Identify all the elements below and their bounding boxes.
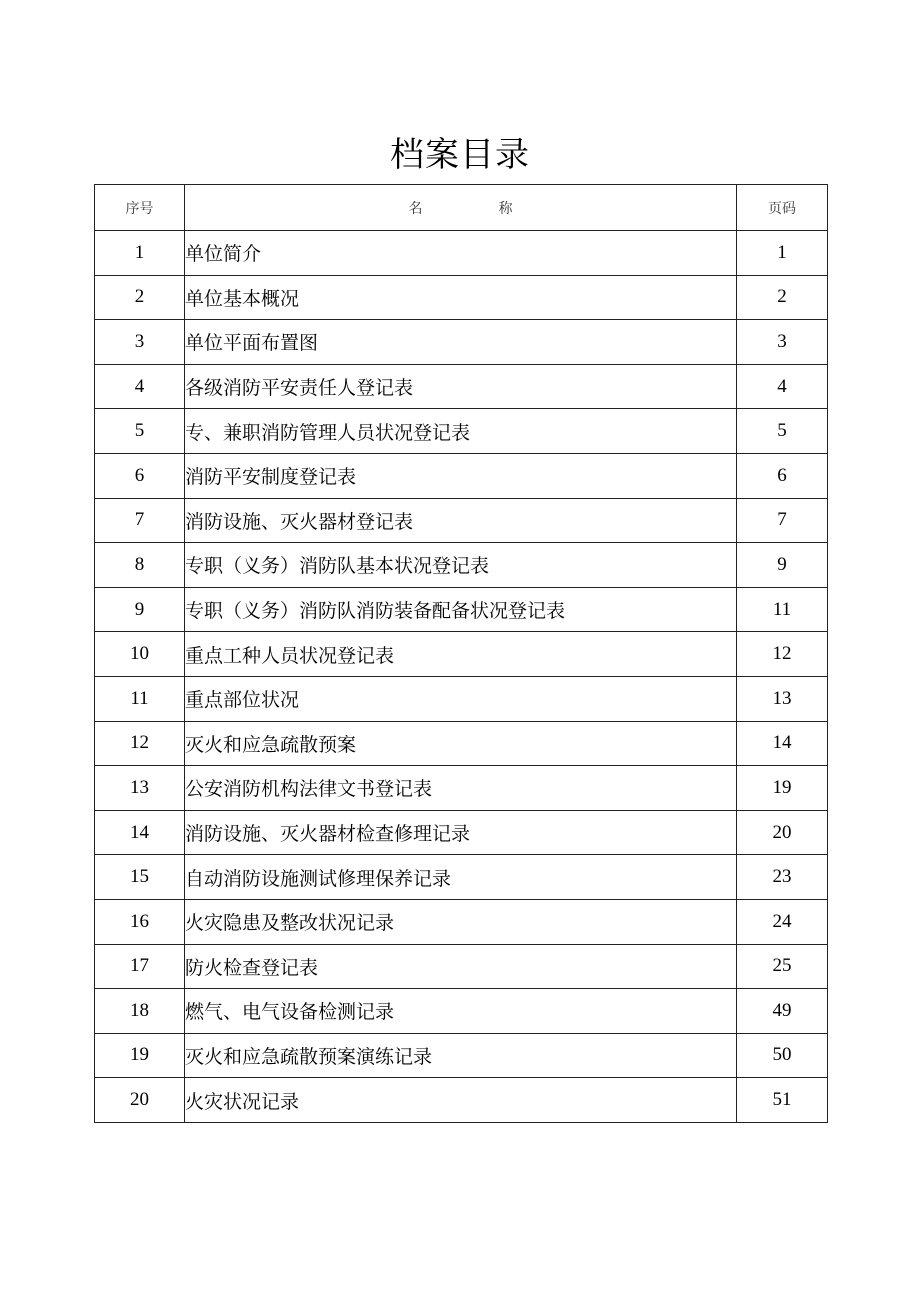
row-name: 专职（义务）消防队基本状况登记表: [185, 543, 737, 588]
row-seq: 19: [95, 1033, 185, 1078]
row-seq: 13: [95, 766, 185, 811]
row-page: 5: [737, 409, 828, 454]
catalog-table: [94, 184, 828, 1123]
table-row: [95, 1078, 828, 1123]
row-name: 各级消防平安责任人登记表: [185, 364, 737, 409]
row-name: 防火检查登记表: [185, 944, 737, 989]
table-body: [95, 231, 828, 1123]
row-seq: 15: [95, 855, 185, 900]
row-name: 重点部位状况: [185, 676, 737, 721]
table-row: [95, 498, 828, 543]
row-seq: 9: [95, 587, 185, 632]
table-row: [95, 409, 828, 454]
row-name: 火灾状况记录: [185, 1078, 737, 1123]
table-row: [95, 1033, 828, 1078]
table-row: [95, 320, 828, 365]
row-page: 11: [737, 587, 828, 632]
row-seq: 7: [95, 498, 185, 543]
row-name: 单位简介: [185, 231, 737, 276]
table-row: [95, 944, 828, 989]
table-row: [95, 766, 828, 811]
row-seq: 2: [95, 275, 185, 320]
header-page: 页码: [737, 185, 828, 231]
row-page: 14: [737, 721, 828, 766]
row-name: 单位平面布置图: [185, 320, 737, 365]
row-name: 重点工种人员状况登记表: [185, 632, 737, 677]
row-name: 自动消防设施测试修理保养记录: [185, 855, 737, 900]
row-seq: 11: [95, 676, 185, 721]
table-row: [95, 231, 828, 276]
row-name: 专、兼职消防管理人员状况登记表: [185, 409, 737, 454]
row-page: 7: [737, 498, 828, 543]
table-row: [95, 453, 828, 498]
row-page: 25: [737, 944, 828, 989]
row-page: 13: [737, 676, 828, 721]
row-seq: 8: [95, 543, 185, 588]
row-seq: 14: [95, 810, 185, 855]
row-name: 燃气、电气设备检测记录: [185, 989, 737, 1034]
row-page: 50: [737, 1033, 828, 1078]
row-page: 51: [737, 1078, 828, 1123]
row-page: 20: [737, 810, 828, 855]
row-seq: 4: [95, 364, 185, 409]
table-row: [95, 855, 828, 900]
row-page: 49: [737, 989, 828, 1034]
row-seq: 6: [95, 453, 185, 498]
row-seq: 17: [95, 944, 185, 989]
row-page: 19: [737, 766, 828, 811]
table-row: [95, 721, 828, 766]
row-name: 火灾隐患及整改状况记录: [185, 899, 737, 944]
row-page: 1: [737, 231, 828, 276]
row-page: 9: [737, 543, 828, 588]
row-seq: 18: [95, 989, 185, 1034]
row-page: 12: [737, 632, 828, 677]
row-page: 24: [737, 899, 828, 944]
table-row: [95, 676, 828, 721]
table-row: [95, 275, 828, 320]
row-name: 专职（义务）消防队消防装备配备状况登记表: [185, 587, 737, 632]
table-row: [95, 364, 828, 409]
table-header-row: [95, 185, 828, 231]
header-name: [185, 185, 737, 231]
table-row: [95, 543, 828, 588]
row-page: 6: [737, 453, 828, 498]
header-seq: 序号: [95, 185, 185, 231]
row-name: 灭火和应急疏散预案演练记录: [185, 1033, 737, 1078]
table-row: [95, 899, 828, 944]
row-seq: 3: [95, 320, 185, 365]
table-row: [95, 810, 828, 855]
row-seq: 5: [95, 409, 185, 454]
row-seq: 12: [95, 721, 185, 766]
row-page: 4: [737, 364, 828, 409]
row-name: 消防设施、灭火器材检查修理记录: [185, 810, 737, 855]
row-seq: 16: [95, 899, 185, 944]
row-seq: 10: [95, 632, 185, 677]
table-row: [95, 989, 828, 1034]
table-row: [95, 587, 828, 632]
row-page: 2: [737, 275, 828, 320]
row-name: 消防平安制度登记表: [185, 453, 737, 498]
row-seq: 20: [95, 1078, 185, 1123]
row-name: 灭火和应急疏散预案: [185, 721, 737, 766]
row-name: 消防设施、灭火器材登记表: [185, 498, 737, 543]
row-seq: 1: [95, 231, 185, 276]
row-name: 单位基本概况: [185, 275, 737, 320]
row-page: 23: [737, 855, 828, 900]
row-name: 公安消防机构法律文书登记表: [185, 766, 737, 811]
table-row: [95, 632, 828, 677]
page-title: 档案目录: [390, 135, 530, 175]
row-page: 3: [737, 320, 828, 365]
header-name-label: 名称: [408, 200, 589, 217]
